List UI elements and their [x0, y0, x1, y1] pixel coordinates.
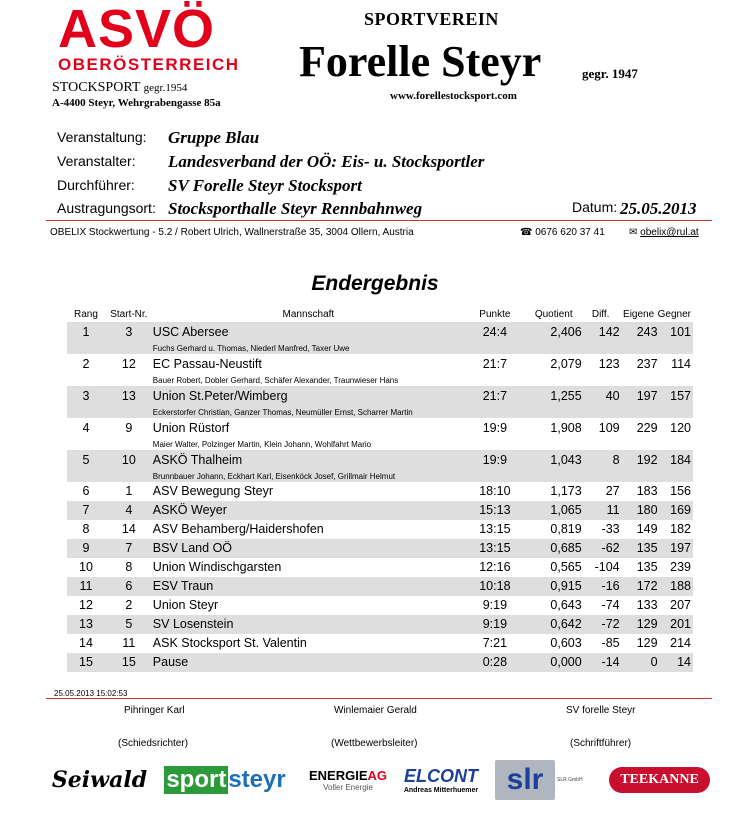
- sponsor-seiwald-logo: Seiwald: [51, 767, 148, 793]
- cell-rank: 9: [67, 539, 105, 558]
- cell-start: 14: [121, 522, 136, 536]
- table-row: [67, 558, 693, 577]
- cell-points: 7:21: [482, 636, 508, 650]
- print-timestamp: 25.05.2013 15:02:53: [54, 689, 128, 698]
- cell-diff: -85: [601, 636, 620, 650]
- sponsor-teekanne-logo: TEEKANNE: [609, 767, 710, 793]
- team-name: Union Rüstorf: [152, 421, 230, 435]
- cell-opp: 201: [658, 615, 693, 634]
- cell-opp: 197: [658, 539, 693, 558]
- cell-start: 8: [125, 560, 133, 574]
- table-row: [67, 615, 693, 634]
- cell-team: [153, 539, 464, 558]
- cell-rank: 13: [67, 615, 105, 634]
- asvo-region: OBERÖSTERREICH: [58, 55, 240, 74]
- team-name: ESV Traun: [152, 579, 214, 593]
- header-own: Eigene: [623, 308, 655, 320]
- cell-quotient: 0,685: [526, 539, 582, 558]
- cell-diff: 27: [605, 484, 620, 498]
- stocksport-label: STOCKSPORT: [52, 80, 141, 95]
- cell-own: 197: [620, 386, 658, 418]
- cell-points: 9:19: [482, 598, 508, 612]
- cell-points: 19:9: [482, 421, 508, 435]
- cell-diff: -62: [582, 539, 620, 558]
- divider-top: [46, 220, 712, 221]
- cell-diff: -16: [582, 577, 620, 596]
- table-row: [67, 418, 693, 450]
- cell-quotient: 1,908: [550, 421, 582, 435]
- cell-start: 13: [105, 386, 153, 418]
- cell-team: [153, 450, 464, 482]
- header-rank: Rang: [74, 308, 98, 320]
- cell-quotient: 0,642: [526, 615, 582, 634]
- date-value: 25.05.2013: [620, 199, 697, 218]
- header-opp: Gegner: [657, 308, 691, 320]
- cell-team: [153, 354, 464, 386]
- mail-icon: ✉: [629, 227, 638, 238]
- cell-start: 4: [105, 501, 153, 520]
- cell-team: [153, 558, 464, 577]
- cell-team: [153, 577, 464, 596]
- table-row: [67, 577, 693, 596]
- cell-diff: 123: [598, 357, 620, 371]
- host-value: SV Forelle Steyr Stocksport: [168, 176, 362, 195]
- cell-rank: 3: [67, 386, 105, 418]
- cell-rank: 2: [82, 357, 90, 371]
- cell-points: 21:7: [482, 357, 508, 371]
- sponsor-sport-text: sport: [166, 766, 227, 793]
- team-name: ASK Stocksport St. Valentin: [152, 636, 307, 650]
- team-name: Pause: [152, 655, 189, 669]
- cell-quotient: 0,603: [550, 636, 582, 650]
- cell-team: [153, 482, 464, 501]
- team-name: Union Windischgarsten: [152, 560, 282, 574]
- phone-number: 0676 620 37 41: [535, 227, 605, 238]
- cell-diff: -33: [601, 522, 620, 536]
- cell-start: 5: [105, 615, 153, 634]
- cell-rank: 7: [67, 501, 105, 520]
- cell-rank: 4: [82, 421, 90, 435]
- venue-label: Austragungsort:: [57, 200, 156, 216]
- asvo-logo: ASVÖ: [58, 0, 216, 59]
- cell-quotient: 0,643: [550, 598, 582, 612]
- cell-points: 10:18: [464, 577, 526, 596]
- table-row: [67, 501, 693, 520]
- cell-points: 13:15: [479, 522, 511, 536]
- team-name: BSV Land OÖ: [152, 541, 233, 555]
- cell-quotient: 0,915: [526, 577, 582, 596]
- team-name: Union St.Peter/Wimberg: [152, 389, 288, 403]
- cell-diff: 8: [582, 450, 620, 482]
- cell-team: [153, 596, 464, 615]
- cell-team: [153, 322, 464, 354]
- cell-quotient: 1,065: [526, 501, 582, 520]
- cell-rank: 6: [82, 484, 90, 498]
- cell-opp: 182: [670, 522, 691, 536]
- cell-quotient: 0,000: [526, 653, 582, 672]
- cell-own: 183: [636, 484, 658, 498]
- table-row: [67, 653, 693, 672]
- cell-diff: -74: [601, 598, 620, 612]
- cell-quotient: 1,043: [526, 450, 582, 482]
- cell-diff: -72: [582, 615, 620, 634]
- sponsor-energieag-logo: [302, 760, 394, 800]
- team-members: Brunnbauer Johann, Eckhart Karl, Eisenköck Josef, Grillmair Helmut: [152, 472, 396, 481]
- header-diff: Diff.: [591, 308, 610, 320]
- cell-points: 19:9: [464, 450, 526, 482]
- organizer-value: Landesverband der OÖ: Eis- u. Stocksportler: [168, 152, 485, 171]
- cell-start: 7: [105, 539, 153, 558]
- stocksport-founded: gegr.1954: [143, 82, 188, 94]
- cell-rank: 5: [67, 450, 105, 482]
- cell-start: 6: [105, 577, 153, 596]
- cell-points: 21:7: [464, 386, 526, 418]
- cell-diff: 40: [582, 386, 620, 418]
- cell-points: 12:16: [479, 560, 511, 574]
- cell-own: 180: [620, 501, 658, 520]
- table-row: [67, 450, 693, 482]
- table-row: [67, 482, 693, 501]
- cell-opp: 239: [670, 560, 691, 574]
- event-value: Gruppe Blau: [168, 128, 260, 147]
- cell-team: [153, 653, 464, 672]
- cell-team: [153, 386, 464, 418]
- sponsor-sportsteyr-logo: [150, 760, 300, 800]
- cell-quotient: 0,819: [550, 522, 582, 536]
- results-header-row: [67, 306, 693, 322]
- cell-start: 1: [125, 484, 133, 498]
- club-founded: gegr. 1947: [582, 66, 638, 81]
- phone-icon: ☎: [520, 227, 533, 238]
- sponsor-steyr-text: steyr: [228, 766, 286, 793]
- cell-points: 15:13: [464, 501, 526, 520]
- organizer-label: Veranstalter:: [57, 153, 136, 169]
- team-name: ASKÖ Weyer: [152, 503, 227, 517]
- cell-opp: 184: [658, 450, 693, 482]
- table-row: [67, 322, 693, 354]
- sponsor-elcont-text: ELCONT: [404, 766, 478, 786]
- cell-start: 10: [105, 450, 153, 482]
- cell-quotient: 2,079: [550, 357, 582, 371]
- cell-diff: -104: [594, 560, 620, 574]
- club-address: A-4400 Steyr, Wehrgrabengasse 85a: [52, 97, 221, 109]
- table-row: [67, 634, 693, 653]
- cell-quotient: 0,565: [550, 560, 582, 574]
- obelix-credit: OBELIX Stockwertung - 5.2 / Robert Ulrich, Wallnerstraße 35, 3004 Ollern, Austria: [50, 227, 414, 238]
- team-members: Maier Walter, Polzinger Martin, Klein Johann, Wohlfahrt Mario: [152, 440, 372, 449]
- cell-own: 135: [620, 539, 658, 558]
- cell-opp: 157: [658, 386, 693, 418]
- team-name: EC Passau-Neustift: [152, 357, 262, 371]
- cell-opp: 188: [658, 577, 693, 596]
- cell-quotient: 1,255: [526, 386, 582, 418]
- referee-role: (Schiedsrichter): [118, 738, 189, 749]
- team-name: SV Losenstein: [152, 617, 234, 631]
- sponsor-slr-text: SLR GmbH: [557, 777, 583, 783]
- cell-own: 243: [620, 322, 658, 354]
- event-label: Veranstaltung:: [57, 129, 147, 145]
- sponsor-elcont-logo: [396, 760, 486, 800]
- cell-points: 24:4: [464, 322, 526, 354]
- team-name: USC Abersee: [152, 325, 229, 339]
- cell-start: 2: [125, 598, 133, 612]
- phone-contact: [520, 227, 605, 238]
- team-name: ASV Bewegung Steyr: [152, 484, 274, 498]
- cell-rank: 14: [79, 636, 93, 650]
- cell-diff: 11: [582, 501, 620, 520]
- results-table: [67, 306, 693, 672]
- cell-start: 11: [122, 636, 136, 650]
- team-members: Fuchs Gerhard u. Thomas, Niederl Manfred, Taxer Uwe: [152, 344, 350, 353]
- results-title: Endergebnis: [311, 272, 439, 295]
- table-row: [67, 386, 693, 418]
- cell-rank: 12: [79, 598, 93, 612]
- referee-name: Pihringer Karl: [124, 705, 185, 716]
- cell-diff: 142: [582, 322, 620, 354]
- secretary-name: SV forelle Steyr: [566, 705, 636, 716]
- cell-own: 0: [620, 653, 658, 672]
- table-row: [67, 539, 693, 558]
- cell-opp: 101: [658, 322, 693, 354]
- divider-bottom: [46, 698, 712, 699]
- email-address[interactable]: obelix@rul.at: [640, 227, 699, 238]
- team-name: Union Steyr: [152, 598, 219, 612]
- cell-team: [153, 418, 464, 450]
- cell-rank: 8: [82, 522, 90, 536]
- header-start: Start-Nr.: [110, 308, 148, 320]
- sponsor-elcont-sub: Andreas Mitterhuemer: [403, 787, 479, 794]
- cell-own: 237: [636, 357, 658, 371]
- cell-points: 13:15: [464, 539, 526, 558]
- cell-start: 3: [105, 322, 153, 354]
- cell-opp: 156: [670, 484, 691, 498]
- cell-own: 192: [620, 450, 658, 482]
- cell-start: 9: [125, 421, 133, 435]
- cell-opp: 14: [658, 653, 693, 672]
- cell-rank: 1: [67, 322, 105, 354]
- cell-quotient: 1,173: [550, 484, 582, 498]
- team-members: Bauer Robert, Dobler Gerhard, Schäfer Alexander, Traunwieser Hans: [152, 376, 399, 385]
- cell-opp: 169: [658, 501, 693, 520]
- header-quotient: Quotient: [534, 308, 573, 320]
- cell-team: [153, 615, 464, 634]
- secretary-role: (Schriftführer): [570, 738, 632, 749]
- cell-opp: 114: [671, 357, 691, 371]
- cell-own: 129: [620, 615, 658, 634]
- header-team: Mannschaft: [282, 308, 335, 320]
- table-row: [67, 520, 693, 539]
- cell-team: [153, 520, 464, 539]
- cell-own: 129: [636, 636, 658, 650]
- sponsor-energie-sub: Voller Energie: [323, 783, 373, 792]
- cell-own: 229: [636, 421, 658, 435]
- manager-role: (Wettbewerbsleiter): [331, 738, 418, 749]
- club-name: Forelle Steyr: [299, 37, 542, 86]
- cell-own: 135: [636, 560, 658, 574]
- table-row: [67, 354, 693, 386]
- stocksport-line: [52, 80, 187, 96]
- team-members: Eckerstorfer Christian, Ganzer Thomas, Neumüller Ernst, Scharrer Martin: [152, 408, 413, 417]
- club-website[interactable]: www.forellestocksport.com: [390, 90, 517, 102]
- date-label: Datum:: [572, 199, 618, 215]
- cell-team: [153, 634, 464, 653]
- cell-start: 12: [121, 357, 136, 371]
- cell-opp: 214: [670, 636, 691, 650]
- team-name: ASKÖ Thalheim: [152, 453, 243, 467]
- sponsor-slr-logo: slr: [495, 760, 555, 800]
- cell-own: 172: [620, 577, 658, 596]
- cell-rank: 11: [67, 577, 105, 596]
- sportverein-label: SPORTVEREIN: [364, 9, 499, 29]
- host-label: Durchführer:: [57, 177, 135, 193]
- cell-start: 15: [105, 653, 153, 672]
- manager-name: Winlemaier Gerald: [334, 705, 417, 716]
- cell-opp: 207: [670, 598, 691, 612]
- cell-diff: -14: [582, 653, 620, 672]
- cell-points: 18:10: [479, 484, 511, 498]
- table-row: [67, 596, 693, 615]
- cell-diff: 109: [598, 421, 620, 435]
- cell-own: 133: [636, 598, 658, 612]
- sponsor-ag-text: AG: [367, 768, 387, 783]
- cell-own: 149: [636, 522, 658, 536]
- cell-rank: 10: [79, 560, 93, 574]
- venue-value: Stocksporthalle Steyr Rennbahnweg: [168, 199, 423, 218]
- cell-quotient: 2,406: [526, 322, 582, 354]
- cell-points: 0:28: [464, 653, 526, 672]
- cell-opp: 120: [670, 421, 691, 435]
- cell-team: [153, 501, 464, 520]
- header-points: Punkte: [479, 308, 511, 320]
- cell-rank: 15: [67, 653, 105, 672]
- team-name: ASV Behamberg/Haidershofen: [152, 522, 324, 536]
- email-contact[interactable]: [629, 227, 699, 238]
- sponsor-energie-text: ENERGIE: [308, 768, 368, 783]
- cell-points: 9:19: [464, 615, 526, 634]
